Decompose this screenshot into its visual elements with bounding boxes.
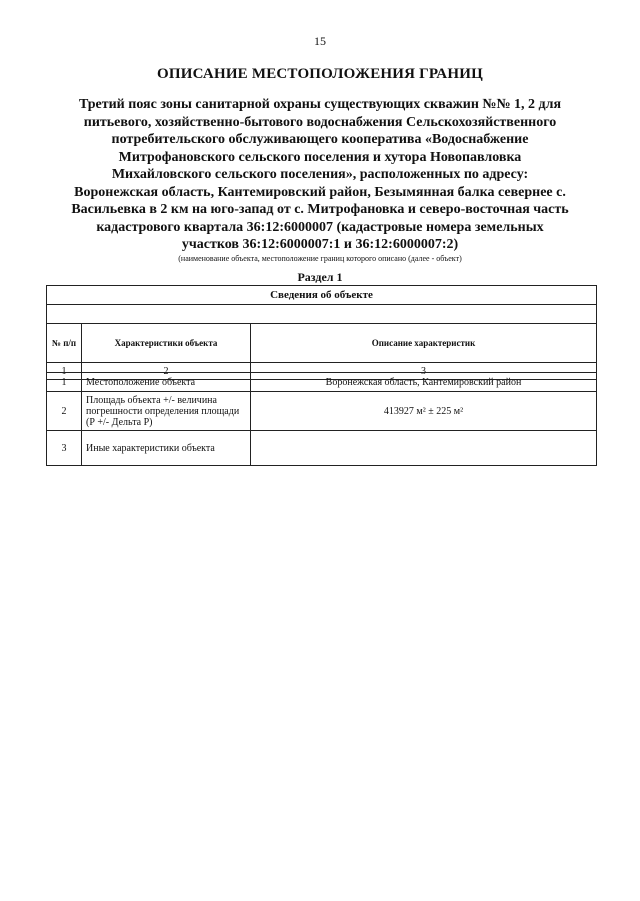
row-number: 2 bbox=[47, 392, 82, 431]
section-title: Раздел 1 bbox=[297, 270, 343, 284]
blank-row bbox=[47, 305, 597, 324]
col-header-description: Описание характеристик bbox=[251, 324, 597, 363]
col-header-characteristic: Характеристики объекта bbox=[82, 324, 251, 363]
table-heading: Сведения об объекте bbox=[47, 286, 597, 305]
col-number-3: 3 bbox=[251, 363, 597, 380]
object-description-line: Митрофановского сельского поселения и хутора Новопавловка bbox=[118, 149, 522, 165]
caption: (наименование объекта, местоположение границ которого описано (далее - объект) bbox=[178, 254, 462, 263]
row-description: Воронежская область, Кантемировский район bbox=[251, 373, 597, 392]
row-number: 1 bbox=[47, 373, 82, 392]
col-number-2: 2 bbox=[82, 363, 251, 380]
table-row bbox=[47, 392, 597, 431]
object-info-table bbox=[46, 372, 597, 466]
row-characteristic: Площадь объекта +/- величина погрешности определения площади (Р +/- Дельта Р) bbox=[82, 392, 251, 431]
row-description bbox=[251, 431, 597, 466]
table-row bbox=[47, 373, 597, 392]
row-description: 413927 м² ± 225 м² bbox=[251, 392, 597, 431]
object-description bbox=[50, 96, 590, 254]
object-description-line: кадастрового квартала 36:12:6000007 (кадастровые номера земельных bbox=[96, 219, 544, 235]
row-characteristic: Иные характеристики объекта bbox=[82, 431, 251, 466]
object-info-header-table bbox=[46, 285, 597, 380]
document-title: ОПИСАНИЕ МЕСТОПОЛОЖЕНИЯ ГРАНИЦ bbox=[157, 66, 483, 82]
object-description-line: Воронежская область, Кантемировский район, Безымянная балка севернее с. bbox=[74, 184, 566, 200]
object-description-line: потребительского обслуживающего кооператива «Водоснабжение bbox=[111, 132, 529, 147]
table-row bbox=[47, 431, 597, 466]
col-number-1: 1 bbox=[47, 363, 82, 380]
object-description-line: Васильевка в 2 км на юго-запад от с. Митрофановка и северо-восточная часть bbox=[71, 202, 569, 217]
object-description-line: Третий пояс зоны санитарной охраны существующих скважин №№ 1, 2 для bbox=[78, 97, 562, 112]
row-characteristic: Местоположение объекта bbox=[82, 373, 251, 392]
row-number: 3 bbox=[47, 431, 82, 466]
page-number: 15 bbox=[314, 34, 326, 48]
object-description-line: Михайловского сельского поселения», расположенных по адресу: bbox=[111, 167, 529, 182]
object-description-line: питьевого, хозяйственно-бытового водоснабжения Сельскохозяйственного bbox=[83, 114, 557, 130]
object-description-line: участков 36:12:6000007:1 и 36:12:6000007:2) bbox=[181, 237, 459, 252]
col-header-num: № п/п bbox=[47, 324, 82, 363]
